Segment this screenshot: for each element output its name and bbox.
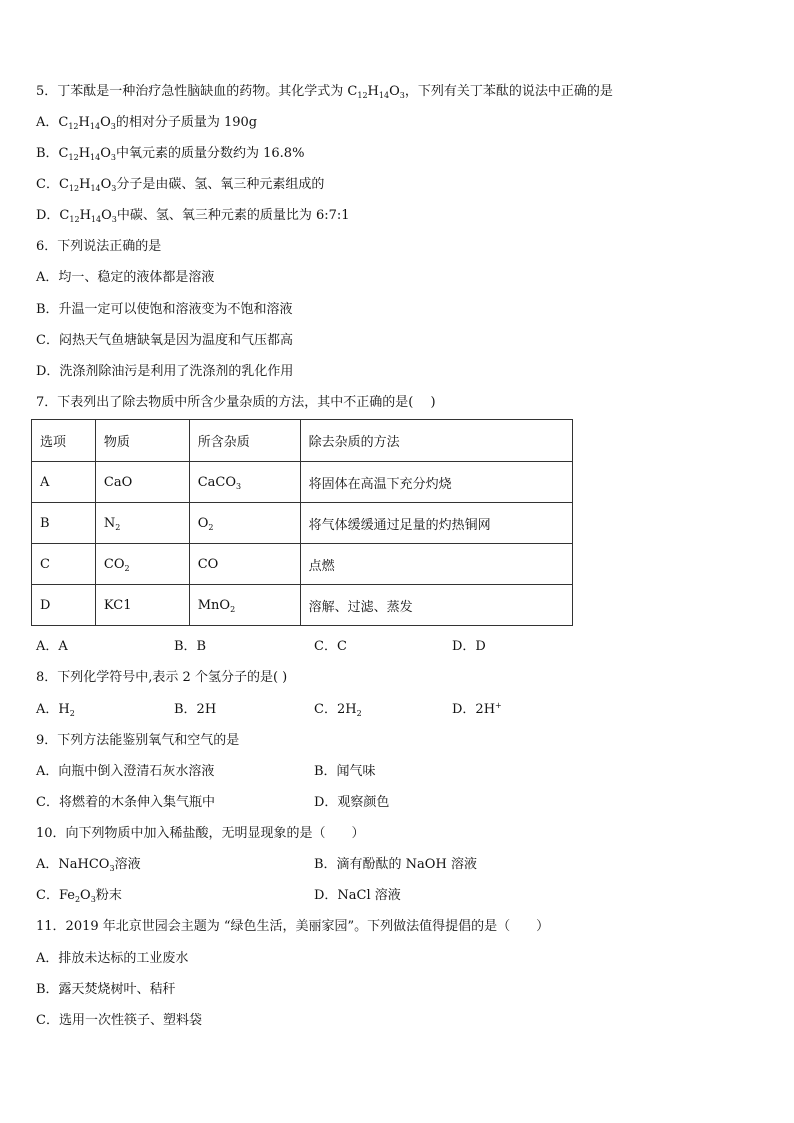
q5-option-d: D．$C_{12}H_{14}O_3$中碳、氢、氧三种元素的质量比为 6:7:1	[36, 208, 350, 224]
table-cell-option: D	[32, 585, 96, 626]
q8-option-b: B．2H	[174, 702, 217, 717]
q7-option-c: C．C	[314, 639, 347, 654]
q8-option-c: C．$2H_2$	[314, 702, 362, 718]
q7-option-d: D．D	[452, 639, 486, 654]
table-row	[32, 544, 573, 585]
table-header-cell: 选项	[32, 420, 96, 462]
table-header-cell: 所含杂质	[189, 420, 300, 462]
table-header-cell: 除去杂质的方法	[300, 420, 572, 462]
q7-table	[31, 419, 573, 626]
table-cell-method: 溶解、过滤、蒸发	[300, 585, 572, 626]
table-header-row	[32, 420, 573, 462]
q11-stem: 11．2019 年北京世园会主题为 “绿色生活，美丽家园”。下列做法值得提倡的是（ ）	[36, 919, 550, 934]
q6-option-c: C．闷热天气鱼塘缺氧是因为温度和气压都高	[36, 333, 293, 348]
q11-option-a: A．排放未达标的工业废水	[36, 951, 189, 966]
q10-option-b: B．滴有酚酞的 NaOH 溶液	[314, 857, 477, 872]
table-cell-substance: CaO	[95, 462, 189, 503]
q5-stem: 5．丁苯酞是一种治疗急性脑缺血的药物。其化学式为 $C_{12}H_{14}O_3$，下列有关丁苯酞的说法中正确的是	[36, 84, 613, 100]
table-cell-impurity: MnO$_2$	[189, 585, 300, 626]
table-row	[32, 503, 573, 544]
q7-option-a: A．A	[36, 639, 68, 654]
table-cell-substance: $N_2$	[95, 503, 189, 544]
table-cell-method: 将气体缓缓通过足量的灼热铜网	[300, 503, 572, 544]
q5-option-c: C．$C_{12}H_{14}O_3$分子是由碳、氢、氧三种元素组成的	[36, 177, 325, 193]
q7-option-b: B．B	[174, 639, 207, 654]
q5-option-a: A．$C_{12}H_{14}O_3$的相对分子质量为 190g	[36, 115, 258, 131]
q10-option-a: A．NaHCO$_3$溶液	[36, 857, 141, 873]
q8-option-d: D．2H+	[452, 701, 502, 717]
q7-stem: 7．下表列出了除去物质中所含少量杂质的方法，其中不正确的是( )	[36, 395, 436, 410]
q9-option-c: C．将燃着的木条伸入集气瓶中	[36, 795, 215, 810]
table-cell-method: 点燃	[300, 544, 572, 585]
table-cell-substance: $CO_2$	[95, 544, 189, 585]
table-cell-option: C	[32, 544, 96, 585]
q9-option-b: B．闻气味	[314, 764, 376, 779]
table-header-cell: 物质	[95, 420, 189, 462]
q8-stem: 8．下列化学符号中,表示 2 个氢分子的是( )	[36, 670, 288, 685]
table-cell-impurity: CO	[189, 544, 300, 585]
table-cell-impurity: $O_2$	[189, 503, 300, 544]
table-cell-impurity: CaCO$_3$	[189, 462, 300, 503]
table-cell-option: B	[32, 503, 96, 544]
q6-option-d: D．洗涤剂除油污是利用了洗涤剂的乳化作用	[36, 364, 294, 379]
q11-option-c: C．选用一次性筷子、塑料袋	[36, 1013, 202, 1028]
table-cell-substance: KC1	[95, 585, 189, 626]
q6-option-b: B．升温一定可以使饱和溶液变为不饱和溶液	[36, 302, 293, 317]
q6-stem: 6．下列说法正确的是	[36, 239, 162, 254]
table-cell-option: A	[32, 462, 96, 503]
q9-option-a: A．向瓶中倒入澄清石灰水溶液	[36, 764, 215, 779]
q9-stem: 9．下列方法能鉴别氧气和空气的是	[36, 733, 240, 748]
q11-option-b: B．露天焚烧树叶、秸秆	[36, 982, 176, 997]
q6-option-a: A．均一、稳定的液体都是溶液	[36, 270, 215, 285]
q10-option-c: C．$Fe_2O_3$粉末	[36, 888, 122, 904]
q10-option-d: D．NaCl 溶液	[314, 888, 401, 903]
q5-option-b: B．$C_{12}H_{14}O_3$中氧元素的质量分数约为 16.8%	[36, 146, 305, 162]
table-row	[32, 462, 573, 503]
q8-option-a: A．$H_2$	[36, 702, 75, 718]
q10-stem: 10．向下列物质中加入稀盐酸，无明显现象的是（ ）	[36, 826, 365, 841]
table-row	[32, 585, 573, 626]
table-cell-method: 将固体在高温下充分灼烧	[300, 462, 572, 503]
q9-option-d: D．观察颜色	[314, 795, 390, 810]
